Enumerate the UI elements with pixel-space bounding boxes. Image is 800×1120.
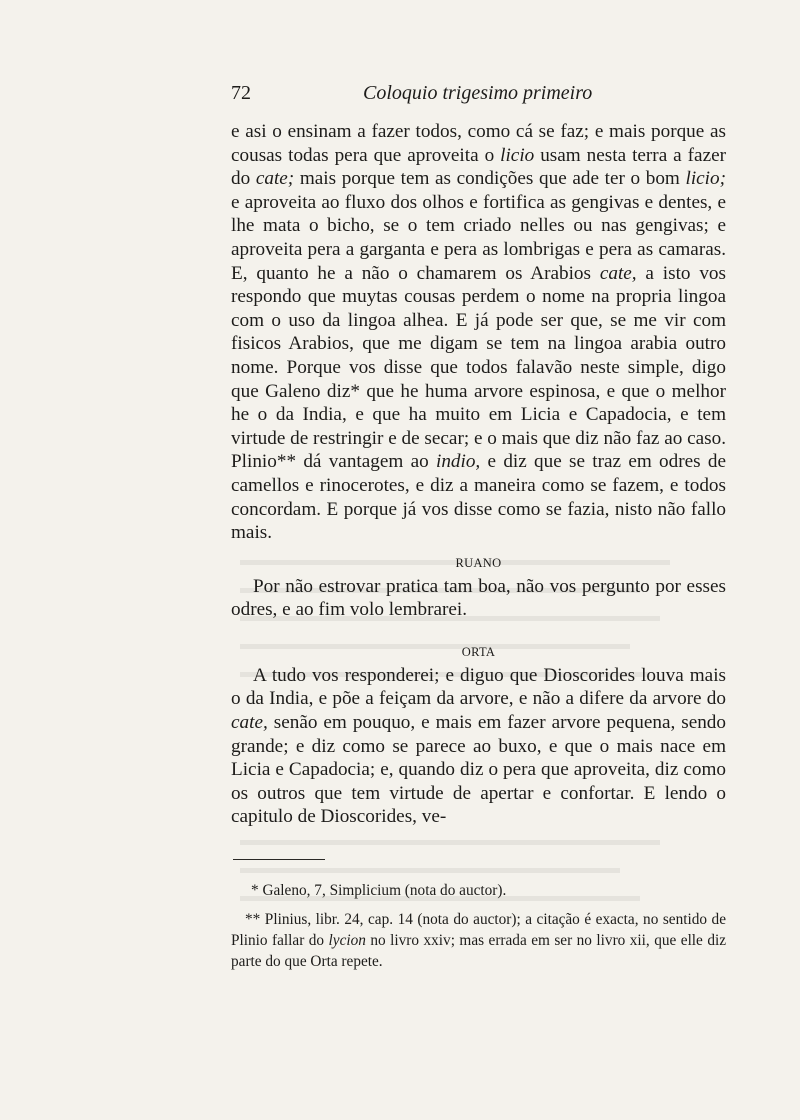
footnotes bbox=[231, 880, 726, 972]
text-run: A tudo vos responderei; e diguo que Dioscorides louva mais o da India, e põe a feiçam da arvore, e não a difere da arvore do bbox=[231, 664, 726, 710]
paragraph-continuation bbox=[231, 120, 726, 545]
italic-term: licio; bbox=[685, 168, 726, 190]
page-header bbox=[231, 82, 731, 106]
page-number: 72 bbox=[231, 82, 251, 104]
italic-term: cate; bbox=[255, 168, 295, 190]
italic-term: cate, bbox=[599, 262, 637, 284]
text-run: e diz que se traz em odres de camellos e rinocerotes, e diz a maneira como se fazem, e todos concordam. E porque já vos disse como se fazia, nisto não fallo mais. bbox=[231, 451, 726, 544]
main-text bbox=[231, 120, 726, 829]
speaker-ruano: RUANO bbox=[455, 555, 502, 570]
italic-term: lycion bbox=[328, 932, 366, 949]
text-run: e aproveita ao fluxo dos olhos e fortifica as gengivas e dentes, e lhe mata o bicho, se o tem criado nelles ou nas gengivas; e aproveita pera a garganta e pera as lombrigas e pera as camaras. E, quanto he a não o chamarem os Arabios bbox=[231, 191, 726, 284]
footnote-rule bbox=[233, 859, 325, 860]
italic-term: licio bbox=[500, 144, 535, 166]
footnote-2 bbox=[231, 909, 726, 972]
orta-speech bbox=[231, 664, 726, 829]
italic-term: indio, bbox=[435, 451, 481, 473]
running-title: Coloquio trigesimo primeiro bbox=[363, 82, 593, 104]
text-run: ** Plinius, libr. 24, cap. 14 (nota do auctor); a citação é exacta, no sentido de Plinio fallar do bbox=[231, 911, 726, 949]
ruano-speech: Por não estrovar pratica tam boa, não vos pergunto por esses odres, e ao fim volo lembrarei. bbox=[231, 575, 726, 621]
text-run: a isto vos respondo que muytas cousas perdem o nome na propria lingoa com o uso da lingoa alhea. E já pode ser que, se me vir com fisicos Arabios, que me digam se tem na lingoa arabia outro nome. Porque vos disse que todos falavão neste simple, digo que Galeno diz* que he huma arvore espinosa, e que o melhor he o da India, e que ha muito em Licia e Capadocia, e tem virtude de restringir e de secar; e o mais que diz não faz ao caso. Plinio** dá vantagem ao bbox=[231, 262, 726, 473]
italic-term: cate, bbox=[231, 712, 268, 734]
footnote-1: * Galeno, 7, Simplicium (nota do auctor). bbox=[251, 882, 507, 899]
text-run: e asi o ensinam a fazer todos, como cá se faz; e mais porque as cousas todas pera que aproveita o bbox=[231, 121, 726, 166]
speaker-orta: ORTA bbox=[461, 644, 496, 659]
text-run: usam nesta terra a fazer do bbox=[231, 144, 726, 190]
text-run: senão em pouquo, e mais em fazer arvore pequena, sendo grande; e diz como se parece ao buxo, e que o mais nace em Licia e Capadocia; e, quando diz o pera que aproveita, diz como os outros que tem virtude de apertar e confortar. E lendo o capitulo de Dioscorides, ve- bbox=[231, 712, 726, 828]
text-run: no livro xxiv; mas errada em ser no livro xii, que elle diz parte do que Orta repete. bbox=[231, 932, 727, 970]
text-run: mais porque tem as condições que ade ter o bom bbox=[294, 168, 686, 190]
